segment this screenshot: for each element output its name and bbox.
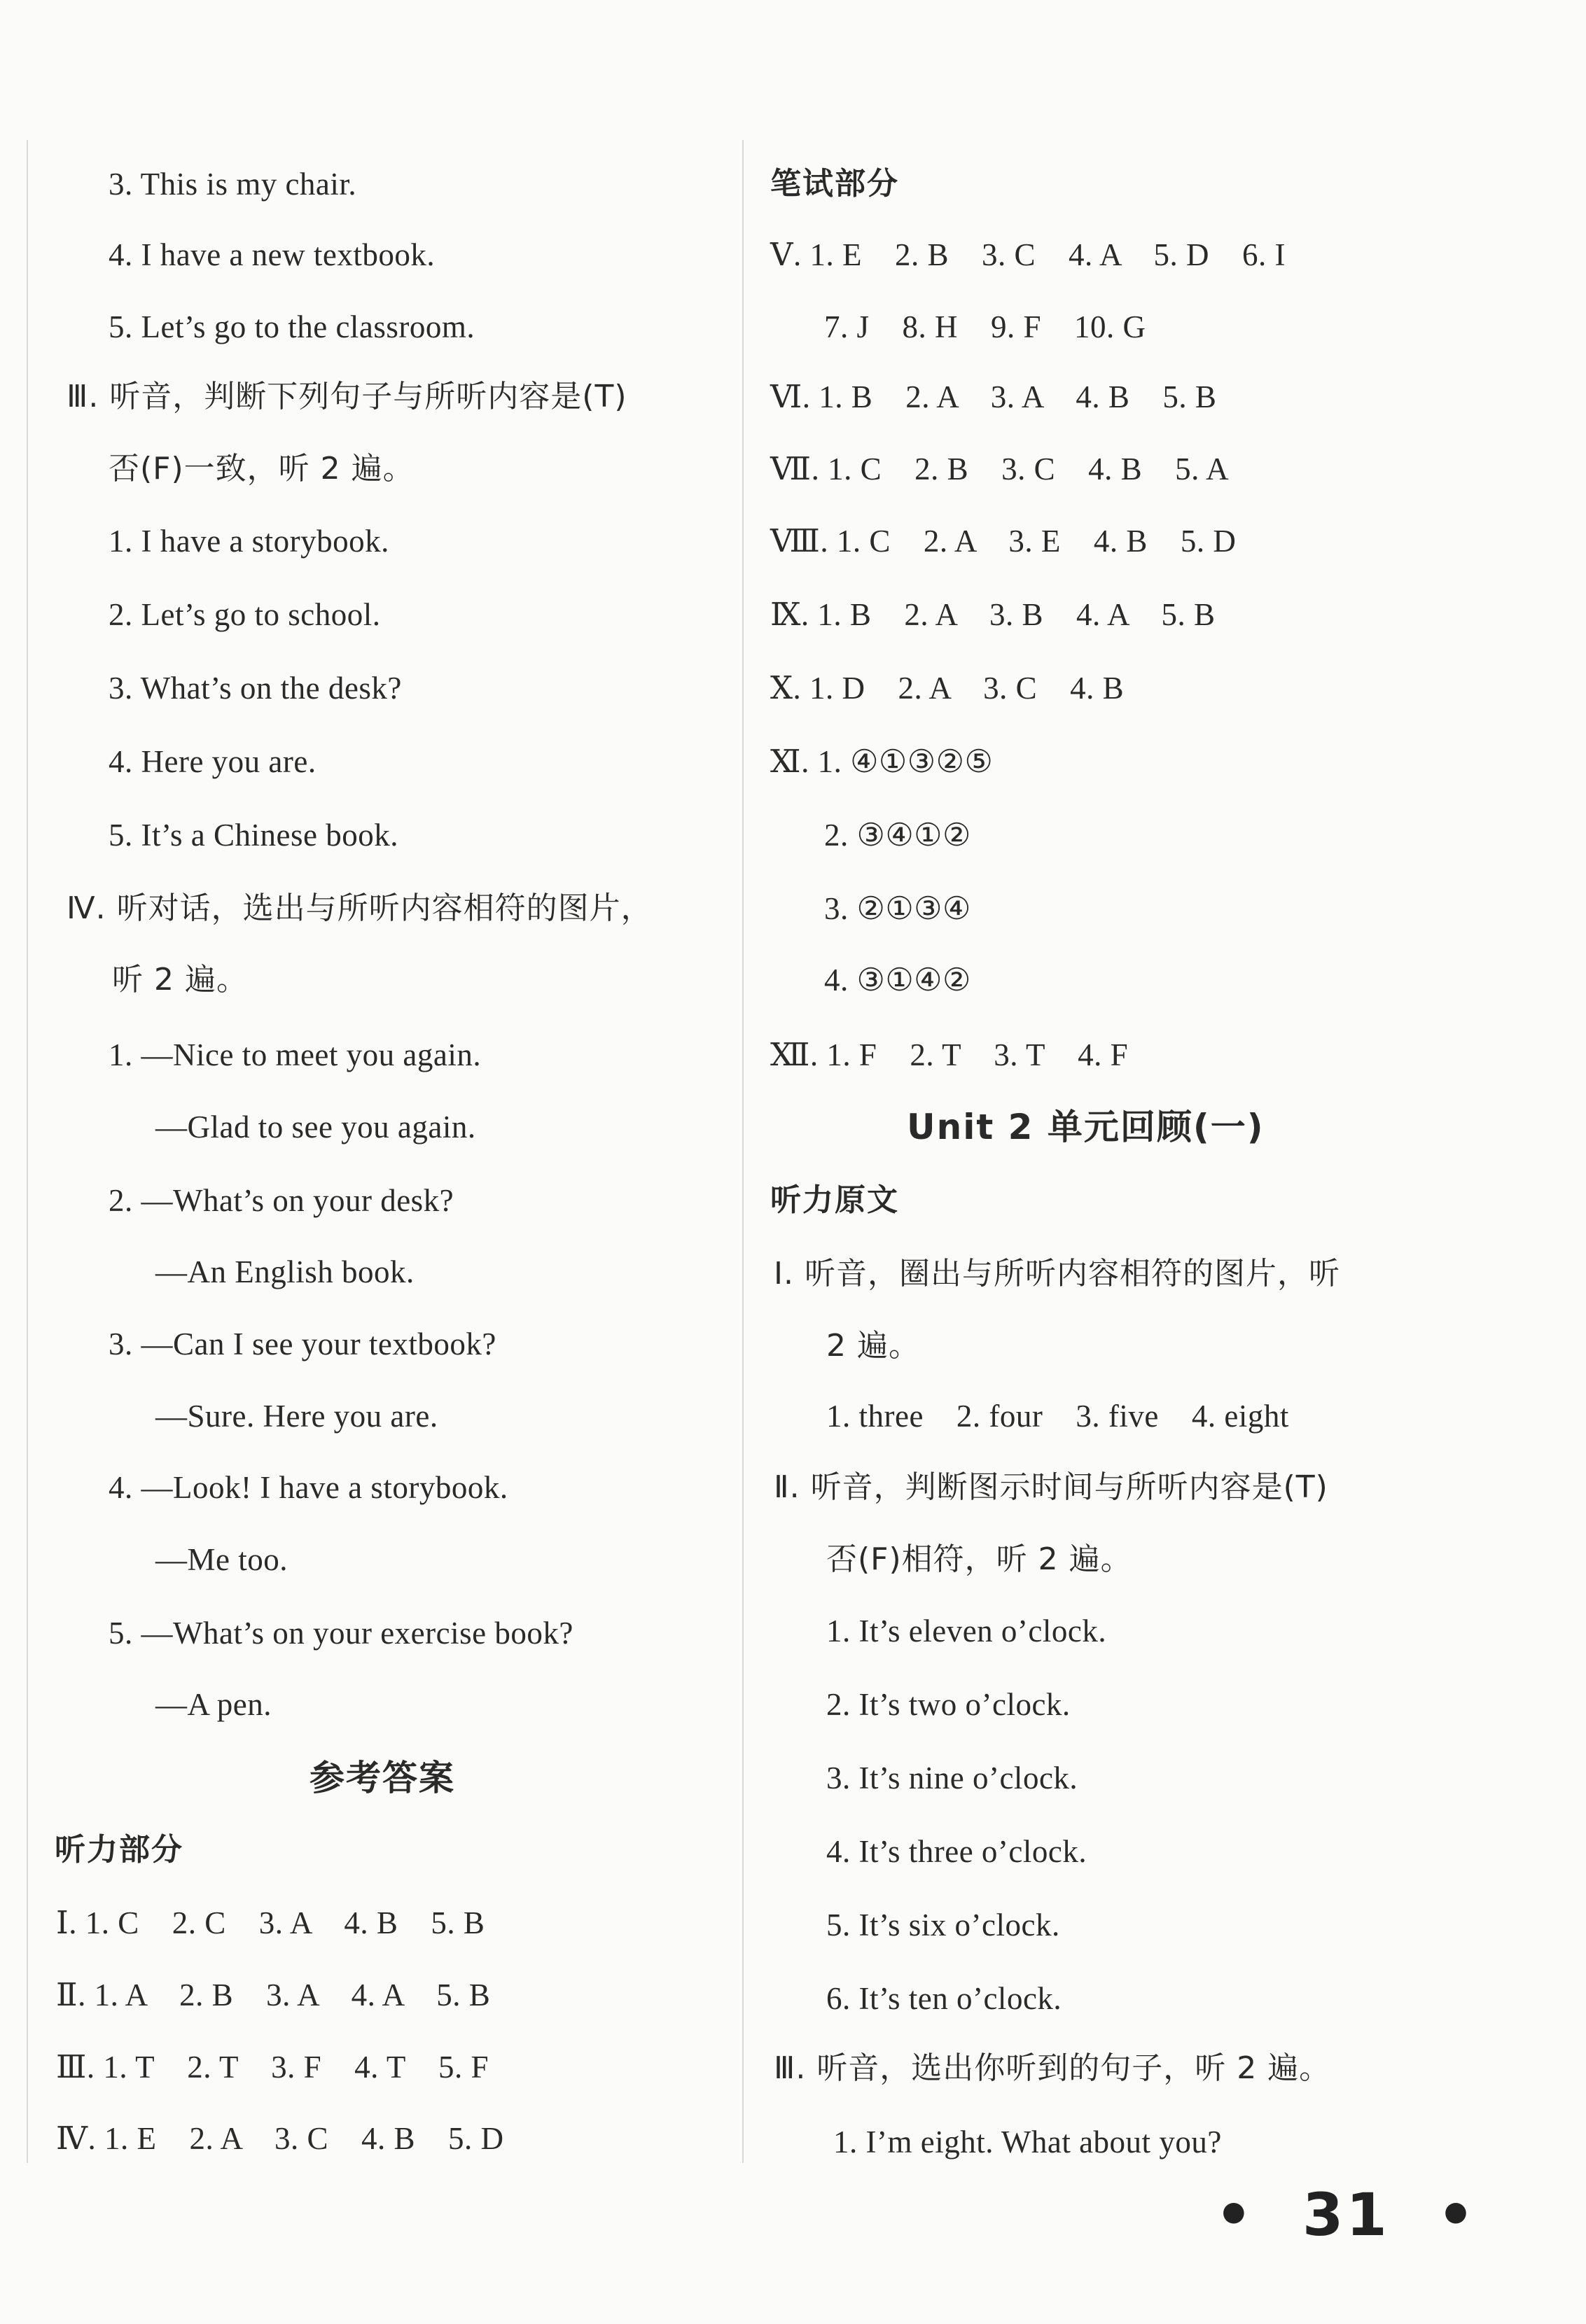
answer-line: Ⅷ. 1. C 2. A 3. E 4. B 5. D xyxy=(770,524,1237,559)
text-line: 5. It’s a Chinese book. xyxy=(109,818,398,853)
answer-line: 4. ③①④② xyxy=(824,962,971,997)
answer-line: Ⅸ. 1. B 2. A 3. B 4. A 5. B xyxy=(770,597,1216,632)
section-heading-cont: 听 2 遍。 xyxy=(112,962,248,997)
section-heading: Ⅲ. 听音，判断下列句子与所听内容是(T) xyxy=(67,379,627,414)
text-line: 4. I have a new textbook. xyxy=(109,237,436,272)
text-line: 1. —Nice to meet you again. xyxy=(109,1037,482,1072)
answer-line: 7. J 8. H 9. F 10. G xyxy=(824,309,1146,344)
answer-line: Ⅱ. 1. A 2. B 3. A 4. A 5. B xyxy=(56,1977,491,2012)
text-line: 2. Let’s go to school. xyxy=(109,597,381,632)
text-line: 4. It’s three o’clock. xyxy=(826,1834,1087,1869)
text-line: 1. three 2. four 3. five 4. eight xyxy=(826,1399,1289,1434)
section-heading: Ⅲ. 听音，选出你听到的句子，听 2 遍。 xyxy=(774,2050,1331,2086)
answer-line: 2. ③④①② xyxy=(824,818,971,853)
answer-line: Ⅻ. 1. F 2. T 3. T 4. F xyxy=(770,1037,1129,1072)
section-heading: Ⅰ. 听音，圈出与所听内容相符的图片，听 xyxy=(774,1256,1340,1292)
column-divider xyxy=(742,140,744,2163)
section-heading: Ⅳ. 听对话，选出与所听内容相符的图片， xyxy=(67,890,653,926)
text-line: 3. What’s on the desk? xyxy=(109,671,402,706)
answer-line: Ⅳ. 1. E 2. A 3. C 4. B 5. D xyxy=(56,2121,504,2156)
text-line: —Glad to see you again. xyxy=(155,1110,476,1144)
transcript-heading: 听力原文 xyxy=(770,1182,899,1218)
page-number-value: 31 xyxy=(1302,2180,1390,2249)
text-line: 1. I have a storybook. xyxy=(109,524,389,559)
text-line: 4. —Look! I have a storybook. xyxy=(109,1470,508,1505)
text-line: —Sure. Here you are. xyxy=(155,1399,438,1434)
text-line: 1. It’s eleven o’clock. xyxy=(826,1614,1107,1648)
text-line: —A pen. xyxy=(155,1687,272,1722)
text-line: 4. Here you are. xyxy=(109,744,316,779)
answer-line: Ⅴ. 1. E 2. B 3. C 4. A 5. D 6. I xyxy=(770,237,1286,272)
answer-line: Ⅹ. 1. D 2. A 3. C 4. B xyxy=(770,671,1125,706)
answer-line: Ⅵ. 1. B 2. A 3. A 4. B 5. B xyxy=(770,379,1217,414)
answer-line: Ⅺ. 1. ④①③②⑤ xyxy=(770,744,994,779)
answer-line: Ⅲ. 1. T 2. T 3. F 4. T 5. F xyxy=(56,2050,489,2085)
text-line: 2. It’s two o’clock. xyxy=(826,1687,1071,1722)
bullet-dot: • xyxy=(1215,2180,1255,2249)
section-heading-cont: 否(F)相符，听 2 遍。 xyxy=(826,1541,1132,1577)
text-line: 6. It’s ten o’clock. xyxy=(826,1981,1062,2016)
unit-title: Unit 2 单元回顾(一) xyxy=(907,1107,1265,1147)
text-line: 3. It’s nine o’clock. xyxy=(826,1760,1078,1795)
text-line: 1. I’m eight. What about you? xyxy=(833,2124,1222,2160)
text-line: 3. —Can I see your textbook? xyxy=(109,1326,496,1362)
text-line: —Me too. xyxy=(155,1542,288,1577)
written-heading: 笔试部分 xyxy=(770,166,899,202)
text-line: 3. This is my chair. xyxy=(109,167,357,202)
answer-line: Ⅰ. 1. C 2. C 3. A 4. B 5. B xyxy=(56,1905,485,1940)
left-margin-rule xyxy=(27,140,28,2163)
text-line: 2. —What’s on your desk? xyxy=(109,1183,454,1218)
text-line: —An English book. xyxy=(155,1254,415,1289)
text-line: 5. —What’s on your exercise book? xyxy=(109,1616,573,1651)
bullet-dot: • xyxy=(1437,2180,1477,2249)
section-heading: Ⅱ. 听音，判断图示时间与所听内容是(T) xyxy=(774,1469,1328,1505)
section-heading-cont: 否(F)一致，听 2 遍。 xyxy=(109,451,415,486)
page-number xyxy=(1215,2180,1477,2249)
listening-heading: 听力部分 xyxy=(55,1832,183,1868)
answer-line: 3. ②①③④ xyxy=(824,891,971,926)
text-line: 5. Let’s go to the classroom. xyxy=(109,309,475,344)
answers-title: 参考答案 xyxy=(309,1758,455,1798)
text-line: 5. It’s six o’clock. xyxy=(826,1907,1060,1942)
section-heading-cont: 2 遍。 xyxy=(826,1328,920,1364)
answer-line: Ⅶ. 1. C 2. B 3. C 4. B 5. A xyxy=(770,451,1230,486)
